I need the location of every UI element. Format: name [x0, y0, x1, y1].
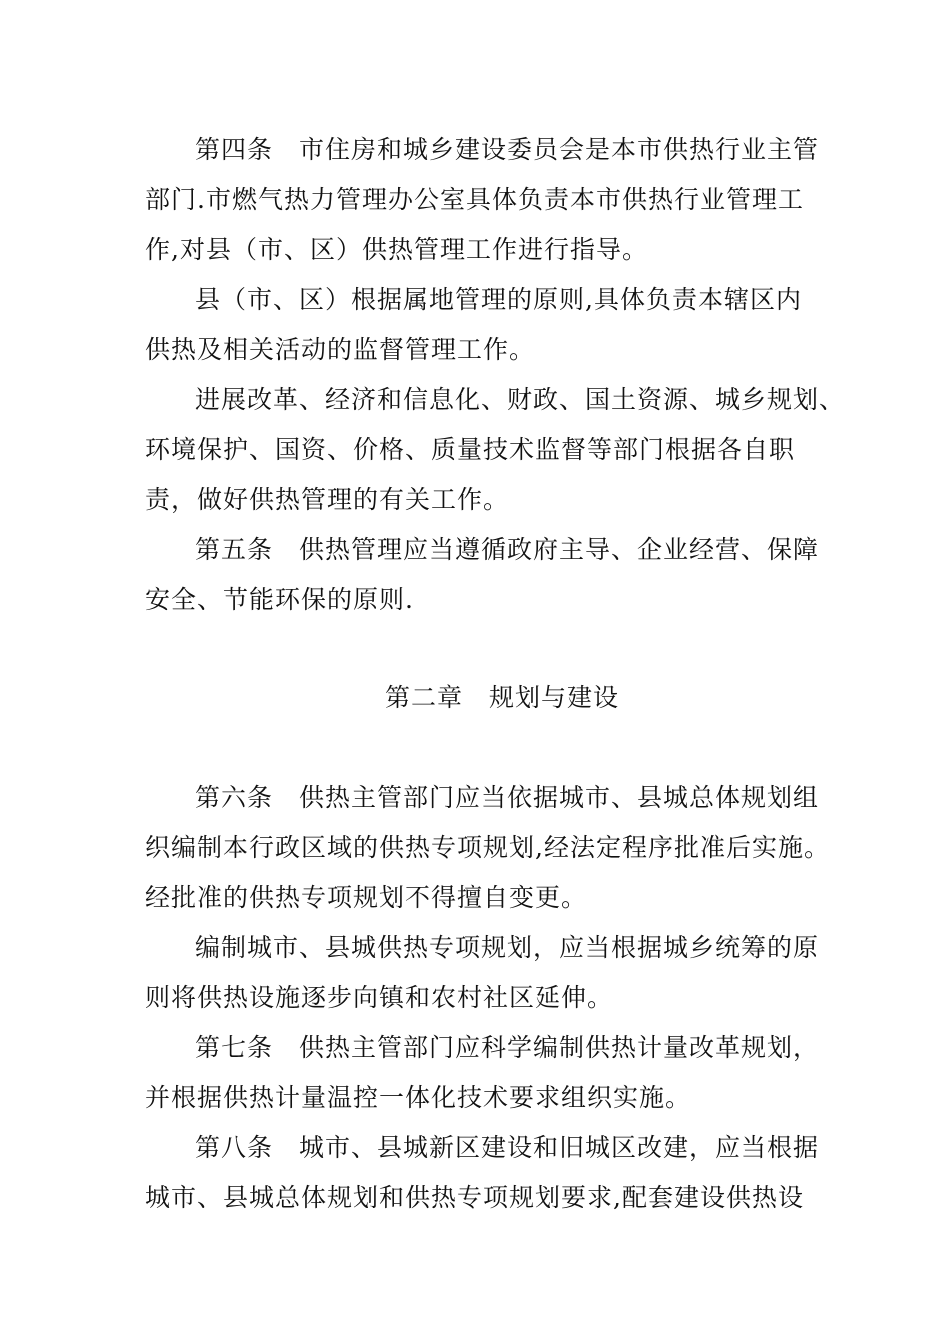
article-8-line-2: 城市、县城总体规划和供热专项规划要求,配套建设供热设	[145, 1183, 804, 1212]
article-5-line-2: 安全、节能环保的原则.	[145, 585, 414, 614]
county-paragraph-line-1: 县（市、区）根据属地管理的原则,具体负责本辖区内	[195, 285, 802, 314]
article-8-line-1: 第八条 城市、县城新区建设和旧城区改建，应当根据	[195, 1133, 820, 1162]
article-7-line-2: 并根据供热计量温控一体化技术要求组织实施。	[145, 1083, 692, 1112]
departments-paragraph-line-2: 环境保护、国资、价格、质量技术监督等部门根据各自职	[145, 435, 796, 464]
departments-paragraph-line-1: 进展改革、经济和信息化、财政、国土资源、城乡规划、	[195, 385, 846, 414]
departments-paragraph-line-3: 责，做好供热管理的有关工作。	[145, 485, 510, 514]
article-4-line-1: 第四条 市住房和城乡建设委员会是本市供热行业主管	[195, 135, 820, 164]
article-5-line-1: 第五条 供热管理应当遵循政府主导、企业经营、保障	[195, 535, 820, 564]
article-6-line-2: 织编制本行政区域的供热专项规划,经法定程序批准后实施。	[145, 833, 830, 862]
article-7-line-1: 第七条 供热主管部门应科学编制供热计量改革规划，	[195, 1033, 820, 1062]
article-4-line-2: 部门.市燃气热力管理办公室具体负责本市供热行业管理工	[145, 185, 804, 214]
planning-paragraph-line-2: 则将供热设施逐步向镇和农村社区延伸。	[145, 983, 614, 1012]
planning-paragraph-line-1: 编制城市、县城供热专项规划，应当根据城乡统筹的原	[195, 933, 820, 962]
article-6-line-1: 第六条 供热主管部门应当依据城市、县城总体规划组	[195, 783, 820, 812]
county-paragraph-line-2: 供热及相关活动的监督管理工作。	[145, 335, 536, 364]
article-6-line-3: 经批准的供热专项规划不得擅自变更。	[145, 883, 588, 912]
chapter-heading: 第二章 规划与建设	[385, 683, 620, 712]
article-4-line-3: 作,对县（市、区）供热管理工作进行指导。	[145, 235, 648, 264]
